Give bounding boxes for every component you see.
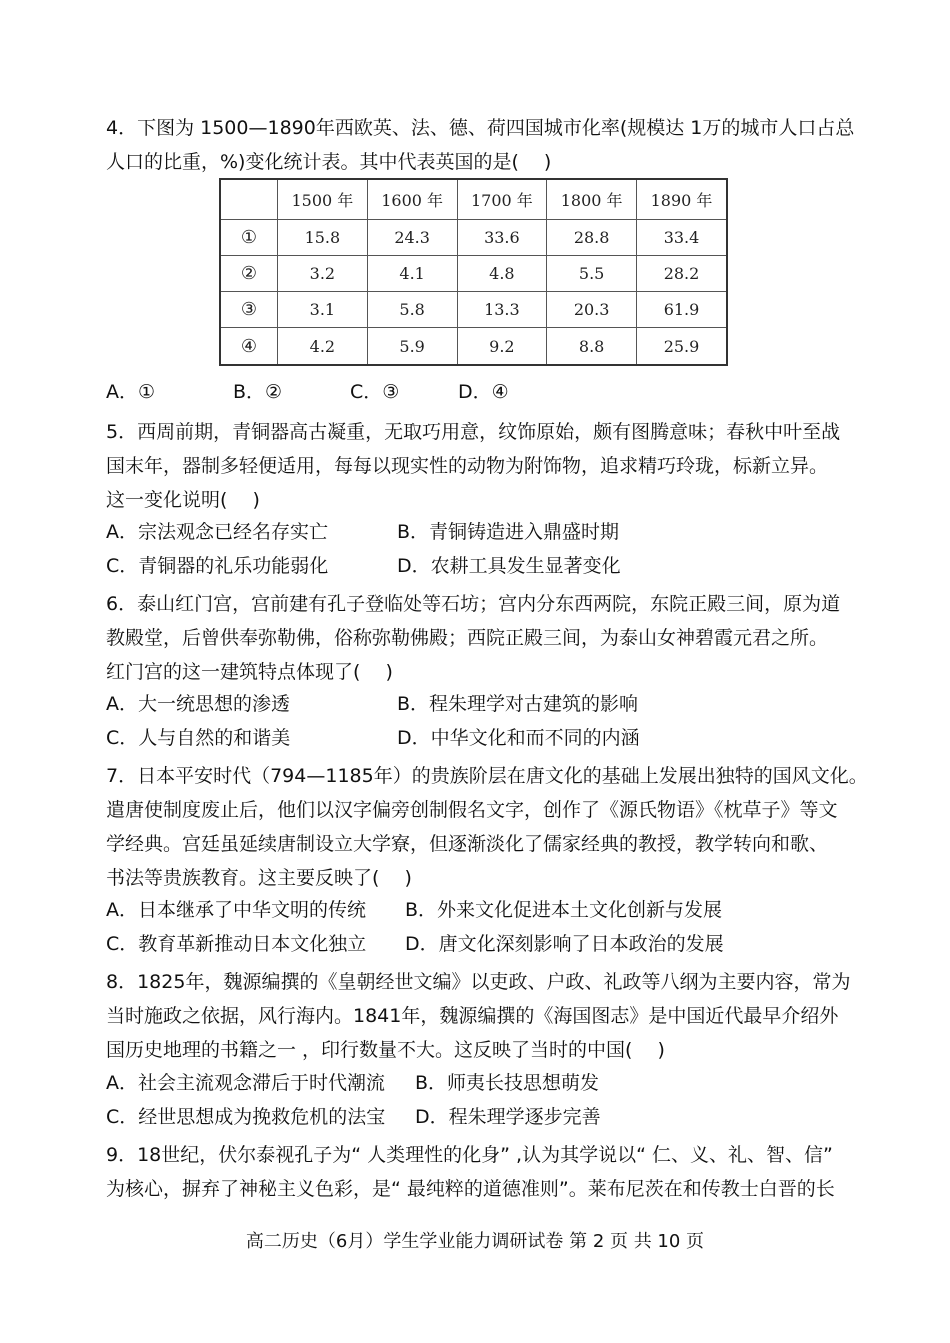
question-6-options — [106, 687, 640, 755]
table-header-cell: 1700 年 — [457, 179, 547, 219]
option-a[interactable]: A．宗法观念已经名存实亡 — [106, 521, 328, 543]
question-8-line: 8．1825年，魏源编撰的《皇朝经世文编》以吏政、户政、礼政等八纲为主要内容，常为 — [106, 971, 851, 993]
option-c[interactable]: C．青铜器的礼乐功能弱化 — [106, 555, 329, 577]
page-footer: 高二历史（6月）学生学业能力调研试卷 第 2 页 共 10 页 — [245, 1231, 705, 1252]
question-5-line: 国末年，器制多轻便适用，每每以现实性的动物为附饰物，追求精巧玲珑，标新立异。 — [106, 455, 829, 477]
question-5-line: 5．西周前期，青铜器高古凝重，无取巧用意，纹饰原始，颇有图腾意味；春秋中叶至战 — [106, 421, 841, 443]
table-cell: 4.1 — [367, 256, 457, 292]
table-cell: ③ — [220, 292, 278, 328]
table-cell: 8.8 — [547, 328, 637, 365]
table-cell: 3.1 — [278, 292, 368, 328]
table-cell: 15.8 — [278, 219, 368, 255]
question-7-line: 7．日本平安时代（794—1185年）的贵族阶层在唐文化的基础上发展出独特的国风文化。 — [106, 765, 868, 787]
question-6-line: 红门宫的这一建筑特点体现了( ) — [106, 661, 393, 683]
table-cell: 28.8 — [547, 219, 637, 255]
question-8-stem — [106, 965, 851, 1067]
table-header-cell: 1600 年 — [367, 179, 457, 219]
question-9-line: 9．18世纪，伏尔泰视孔子为“ 人类理性的化身” ,认为其学说以“ 仁、义、礼、智、信” — [106, 1144, 833, 1166]
table-cell: 9.2 — [457, 328, 547, 365]
option-c[interactable]: C．人与自然的和谐美 — [106, 727, 291, 749]
table-row — [220, 328, 727, 365]
option-c[interactable]: C．经世思想成为挽救危机的法宝 — [106, 1106, 386, 1128]
table-cell: 3.2 — [278, 256, 368, 292]
question-8-line: 国历史地理的书籍之一 ，印行数量不大。这反映了当时的中国( ) — [106, 1039, 665, 1061]
table-header-cell: 1890 年 — [637, 179, 728, 219]
table-cell: 13.3 — [457, 292, 547, 328]
option-b[interactable]: B．② — [233, 381, 283, 403]
question-5-line: 这一变化说明( ) — [106, 489, 260, 511]
question-9-line: 为核心，摒弃了神秘主义色彩，是“ 最纯粹的道德准则”。莱布尼茨在和传教士白晋的长 — [106, 1178, 835, 1200]
table-cell: 61.9 — [637, 292, 728, 328]
option-c[interactable]: C．③ — [350, 381, 400, 403]
table-header-cell: 1800 年 — [547, 179, 637, 219]
option-a[interactable]: A．大一统思想的渗透 — [106, 693, 290, 715]
table-header-cell: 1500 年 — [278, 179, 368, 219]
question-5-options — [106, 515, 621, 583]
table-header-cell — [220, 179, 278, 219]
question-6-line: 6．泰山红门宫，宫前建有孔子登临处等石坊；宫内分东西两院，东院正殿三间，原为道 — [106, 593, 841, 615]
question-7-line: 遣唐使制度废止后，他们以汉字偏旁创制假名文字，创作了《源氏物语》《枕草子》等文 — [106, 799, 838, 821]
table-row — [220, 256, 727, 292]
table-cell: ① — [220, 219, 278, 255]
table-cell: 24.3 — [367, 219, 457, 255]
question-7-line: 学经典。宫廷虽延续唐制设立大学寮，但逐渐淡化了儒家经典的教授，教学转向和歌、 — [106, 833, 829, 855]
table-cell: 4.8 — [457, 256, 547, 292]
option-a[interactable]: A．日本继承了中华文明的传统 — [106, 899, 366, 921]
option-b[interactable]: B．青铜铸造进入鼎盛时期 — [397, 521, 620, 543]
table-cell: 25.9 — [637, 328, 728, 365]
question-8-options — [106, 1066, 601, 1134]
table-cell: 4.2 — [278, 328, 368, 365]
urbanization-table — [219, 178, 728, 366]
option-b[interactable]: B．程朱理学对古建筑的影响 — [397, 693, 639, 715]
table-header-row — [220, 179, 727, 219]
option-d[interactable]: D．④ — [458, 381, 509, 403]
table-row — [220, 219, 727, 255]
question-8-line: 当时施政之依据，风行海内。1841年，魏源编撰的《海国图志》是中国近代最早介绍外 — [106, 1005, 839, 1027]
table-cell: ② — [220, 256, 278, 292]
table-cell: 5.8 — [367, 292, 457, 328]
question-5-stem — [106, 415, 851, 517]
option-a[interactable]: A．社会主流观念滞后于时代潮流 — [106, 1072, 385, 1094]
question-7-stem — [106, 759, 868, 895]
table-cell: 33.6 — [457, 219, 547, 255]
table-cell: 28.2 — [637, 256, 728, 292]
table-cell: 33.4 — [637, 219, 728, 255]
table-cell: 20.3 — [547, 292, 637, 328]
option-b[interactable]: B．师夷长技思想萌发 — [415, 1072, 600, 1094]
question-6-stem — [106, 587, 851, 689]
table-cell: ④ — [220, 328, 278, 365]
option-d[interactable]: D．中华文化和而不同的内涵 — [397, 727, 640, 749]
question-4-stem — [106, 111, 855, 179]
question-7-options — [106, 893, 724, 961]
question-9-stem — [106, 1138, 851, 1206]
table-cell: 5.5 — [547, 256, 637, 292]
option-d[interactable]: D．唐文化深刻影响了日本政治的发展 — [405, 933, 724, 955]
question-7-line: 书法等贵族教育。这主要反映了( ) — [106, 867, 412, 889]
option-a[interactable]: A．① — [106, 381, 156, 403]
option-c[interactable]: C．教育革新推动日本文化独立 — [106, 933, 367, 955]
table-cell: 5.9 — [367, 328, 457, 365]
question-4-options — [106, 375, 509, 409]
option-b[interactable]: B．外来文化促进本土文化创新与发展 — [405, 899, 723, 921]
question-4-line: 人口的比重，%)变化统计表。其中代表英国的是( ) — [106, 151, 552, 173]
question-6-line: 教殿堂，后曾供奉弥勒佛，俗称弥勒佛殿；西院正殿三间，为泰山女神碧霞元君之所。 — [106, 627, 829, 649]
table-row — [220, 292, 727, 328]
question-4-line: 4．下图为 1500—1890年西欧英、法、德、荷四国城市化率(规模达 1万的城市人口占总 — [106, 117, 855, 139]
option-d[interactable]: D．程朱理学逐步完善 — [415, 1106, 601, 1128]
option-d[interactable]: D．农耕工具发生显著变化 — [397, 555, 621, 577]
